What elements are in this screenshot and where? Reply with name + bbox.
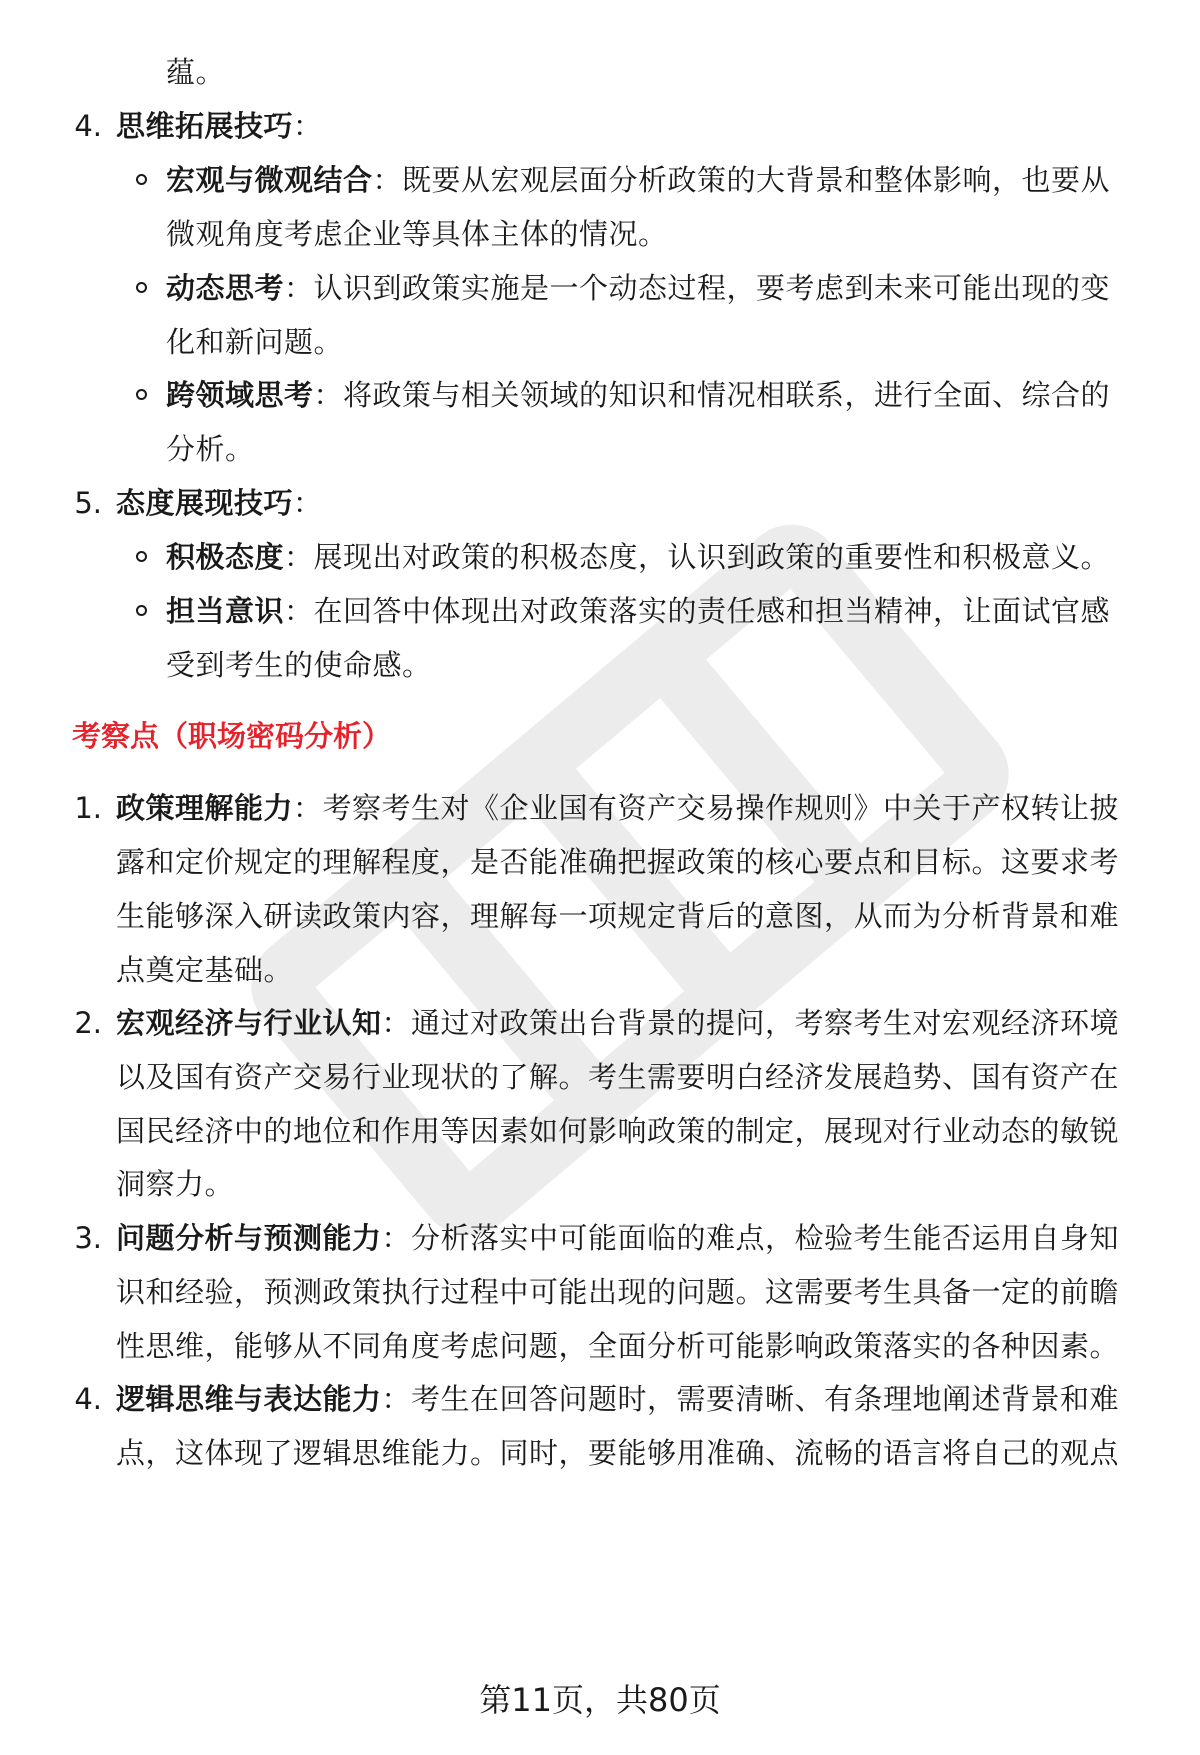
item-text-continued: 生能够深入研读政策内容，理解每一项规定背后的意图，从而为分析背景和难 (116, 899, 1120, 933)
item-text-continued: 识和经验，预测政策执行过程中可能出现的问题。这需要考生具备一定的前瞻 (116, 1275, 1120, 1309)
colon: ： (293, 486, 323, 520)
item-text: 认识到政策实施是一个动态过程，要考虑到未来可能出现的变 (313, 271, 1111, 305)
item-text: 分析落实中可能面临的难点，检验考生能否运用自身知 (411, 1221, 1120, 1255)
list-number: 4. (74, 109, 102, 143)
list-number: 3. (74, 1221, 102, 1255)
list-number: 4. (74, 1382, 102, 1416)
section4-title (116, 106, 323, 146)
list-number: 5. (74, 486, 102, 520)
colon: ： (372, 163, 403, 197)
colon: ： (381, 1006, 412, 1040)
item-text-continued: 洞察力。 (116, 1167, 235, 1201)
item-text-continued: 国民经济中的地位和作用等因素如何影响政策的制定，展现对行业动态的敏锐 (116, 1114, 1120, 1148)
item-term: 宏观与微观结合 (166, 163, 373, 197)
section4-title-text: 思维拓展技巧 (116, 109, 294, 143)
item-text-continued: 露和定价规定的理解程度，是否能准确把握政策的核心要点和目标。这要求考 (116, 845, 1120, 879)
item-term: 积极态度 (166, 540, 285, 574)
circle-bullet-icon (136, 389, 147, 400)
list-item (166, 591, 1110, 631)
circle-bullet-icon (136, 282, 147, 293)
list-number: 2. (74, 1006, 102, 1040)
section5-title (116, 483, 323, 523)
colon: ： (293, 791, 323, 825)
item-term: 逻辑思维与表达能力 (116, 1382, 382, 1416)
item-text: 将政策与相关领域的知识和情况相联系，进行全面、综合的 (343, 378, 1111, 412)
list-item (166, 160, 1110, 200)
list-item (166, 268, 1110, 308)
circle-bullet-icon (136, 605, 147, 616)
section-heading: 考察点（职场密码分析） (72, 719, 392, 753)
item-text-continued: 点，这体现了逻辑思维能力。同时，要能够用准确、流畅的语言将自己的观点 (116, 1436, 1120, 1470)
item-text-continued: 点奠定基础。 (116, 953, 294, 987)
item-term: 问题分析与预测能力 (116, 1221, 382, 1255)
list-item (116, 1003, 1119, 1043)
item-term: 跨领域思考 (166, 378, 314, 412)
item-text-continued: 分析。 (166, 432, 255, 466)
item-text-continued: 以及国有资产交易行业现状的了解。考生需要明白经济发展趋势、国有资产在 (116, 1060, 1120, 1094)
item-text: 考生在回答问题时，需要清晰、有条理地阐述背景和难 (411, 1382, 1120, 1416)
colon: ： (381, 1382, 412, 1416)
item-text: 在回答中体现出对政策落实的责任感和担当精神，让面试官感 (313, 594, 1111, 628)
item-text: 既要从宏观层面分析政策的大背景和整体影响，也要从 (402, 163, 1111, 197)
item-text-continued: 化和新问题。 (166, 325, 344, 359)
section4-tail-text: 蕴。 (166, 55, 226, 89)
item-term: 政策理解能力 (116, 791, 294, 825)
colon: ： (284, 271, 314, 305)
circle-bullet-icon (136, 174, 147, 185)
colon: ： (381, 1221, 412, 1255)
colon: ： (293, 109, 323, 143)
item-text-continued: 微观角度考虑企业等具体主体的情况。 (166, 217, 668, 251)
list-item (116, 1218, 1119, 1258)
item-text-continued: 受到考生的使命感。 (166, 648, 432, 682)
page-number-footer: 第11页，共80页 (479, 1681, 721, 1719)
list-number: 1. (74, 791, 102, 825)
item-term: 动态思考 (166, 271, 285, 305)
item-text: 考察考生对《企业国有资产交易操作规则》中关于产权转让披 (322, 791, 1120, 825)
item-term: 担当意识 (166, 594, 285, 628)
list-item (116, 788, 1119, 828)
list-item (116, 1379, 1119, 1419)
colon: ： (284, 540, 314, 574)
item-term: 宏观经济与行业认知 (116, 1006, 382, 1040)
list-item (166, 537, 1110, 577)
section5-title-text: 态度展现技巧 (116, 486, 294, 520)
circle-bullet-icon (136, 551, 147, 562)
colon: ： (284, 594, 314, 628)
colon: ： (313, 378, 344, 412)
item-text: 展现出对政策的积极态度，认识到政策的重要性和积极意义。 (313, 540, 1111, 574)
item-text: 通过对政策出台背景的提问，考察考生对宏观经济环境 (411, 1006, 1120, 1040)
list-item (166, 375, 1110, 415)
item-text-continued: 性思维，能够从不同角度考虑问题，全面分析可能影响政策落实的各种因素。 (116, 1329, 1120, 1363)
